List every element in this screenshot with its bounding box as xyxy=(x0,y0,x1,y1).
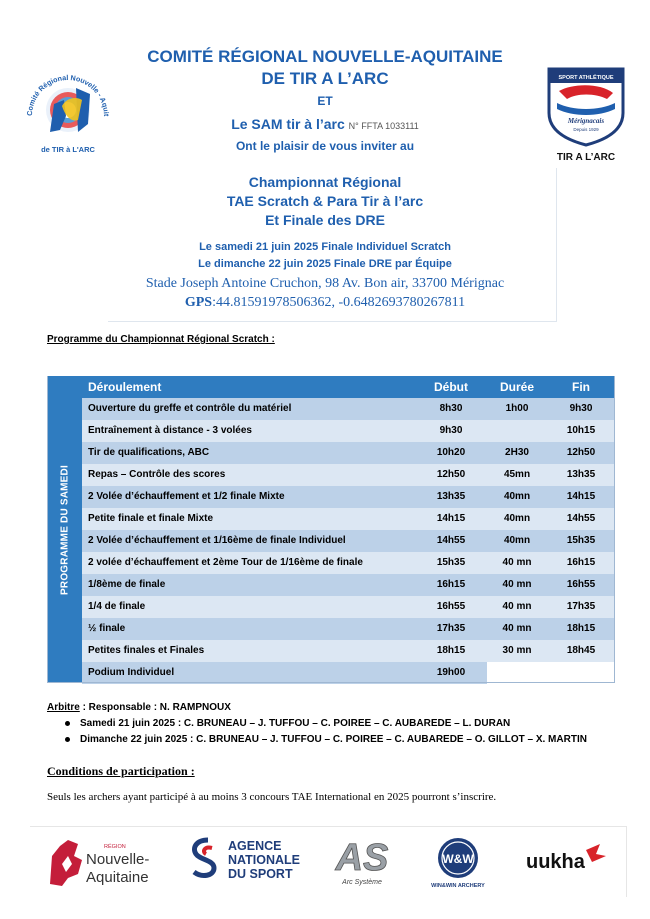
arbitre-saturday xyxy=(65,718,510,729)
row-activity: Repas – Contrôle des scores xyxy=(88,469,226,480)
row-duration: 40 mn xyxy=(502,601,532,612)
sam-logo-caption: TIR A L’ARC xyxy=(556,152,616,163)
row-activity: 2 Volée d’échauffement et 1/2 finale Mixte xyxy=(88,491,285,502)
row-activity: 2 Volée d’échauffement et 1/16ème de finale Individuel xyxy=(88,535,346,546)
col-header-duration: Durée xyxy=(499,380,534,394)
host-name: Le SAM tir à l’arc xyxy=(231,116,345,132)
row-end: 16h55 xyxy=(566,579,596,590)
col-header-end: Fin xyxy=(572,380,590,394)
sponsor-arc-name: Arc Système xyxy=(342,879,382,886)
row-start: 12h50 xyxy=(436,469,466,480)
schedule-row xyxy=(82,464,614,486)
row-start: 9h30 xyxy=(439,425,463,436)
comite-logo-bottom: de TIR à L'ARC xyxy=(41,145,95,154)
sam-logo-script: Mérignacais xyxy=(567,117,605,125)
row-duration: 40 mn xyxy=(502,557,532,568)
schedule-row xyxy=(82,640,614,662)
sam-logo-year: Depuis 1929 xyxy=(573,127,599,132)
gps-value: :44.81591978506362, -0.648269378026781​1 xyxy=(212,295,466,310)
arbitre-line xyxy=(47,702,231,713)
schedule-row xyxy=(82,618,614,640)
row-duration: 45mn xyxy=(503,469,531,480)
conditions-text: Seuls les archers ayant participé à au moins 3 concours TAE International en 2025 pourront s’inscrire. xyxy=(47,791,497,803)
arbitre-sunday xyxy=(65,734,587,745)
row-start: 8h30 xyxy=(439,403,463,414)
conditions-heading: Conditions de participation : xyxy=(47,764,195,778)
schedule-row xyxy=(82,552,614,574)
row-start: 14h55 xyxy=(436,535,466,546)
col-header-start: Début xyxy=(434,380,468,394)
row-end: 18h45 xyxy=(566,645,596,656)
bullet-icon xyxy=(65,737,70,742)
row-end: 15h35 xyxy=(566,535,596,546)
row-activity: 1/4 de finale xyxy=(88,601,146,612)
arbitre-responsable: : Responsable : N. RAMPNOUX xyxy=(79,702,231,713)
row-start: 17h35 xyxy=(436,623,466,634)
schedule-row xyxy=(82,530,614,552)
row-duration: 40mn xyxy=(503,513,531,524)
event-title-3: Et Finale des DRE xyxy=(265,212,385,228)
row-duration: 1h00 xyxy=(505,403,529,414)
invite-line: Ont le plaisir de vous inviter au xyxy=(235,139,415,153)
sponsor-uukha-text: uukha xyxy=(526,851,585,873)
row-duration: 40 mn xyxy=(502,623,532,634)
sponsor-uukha xyxy=(520,834,614,890)
row-activity: 1/8ème de finale xyxy=(88,579,166,590)
row-end: 12h50 xyxy=(566,447,596,458)
row-activity: ½ finale xyxy=(88,623,126,634)
program-heading: Programme du Championnat Régional Scratch : xyxy=(47,334,275,345)
row-activity: Podium Individuel xyxy=(88,667,175,678)
sponsor-region-1: Nouvelle- xyxy=(86,851,150,868)
row-end: 13h35 xyxy=(566,469,596,480)
title-line-1: COMITÉ RÉGIONAL NOUVELLE-AQUITAINE xyxy=(147,47,503,66)
sponsor-ans-2: NATIONALE xyxy=(228,853,300,867)
row-end: 14h55 xyxy=(566,513,596,524)
sponsor-ans-3: DU SPORT xyxy=(228,867,293,881)
sponsor-ans-1: AGENCE xyxy=(228,839,282,853)
schedule-row xyxy=(82,486,614,508)
row-activity: Tir de qualifications, ABC xyxy=(88,447,210,458)
gps-label: GPS xyxy=(184,295,213,310)
row-start: 19h00 xyxy=(436,667,466,678)
row-duration: 2H30 xyxy=(505,447,529,458)
row-activity: 2 volée d’échauffement et 2ème Tour de 1/16ème de finale xyxy=(88,557,363,568)
row-start: 13h35 xyxy=(436,491,466,502)
row-start: 18h15 xyxy=(436,645,466,656)
schedule-row xyxy=(82,574,614,596)
sponsor-ww-name: WIN&WIN ARCHERY xyxy=(431,883,485,889)
schedule-side-label: PROGRAMME DU SAMEDI xyxy=(59,464,70,595)
title-et: ET xyxy=(317,94,333,108)
schedule-row xyxy=(82,420,614,442)
event-venue: Stade Joseph Antoine Cruchon, 98 Av. Bon air, 33700 Mérignac xyxy=(145,276,505,291)
row-duration: 30 mn xyxy=(502,645,532,656)
ffta-number: N° FFTA 1033111 xyxy=(348,121,419,131)
row-activity: Petite finale et finale Mixte xyxy=(88,513,214,524)
sponsor-ww-logo: W&W xyxy=(442,852,474,866)
row-end: 17h35 xyxy=(566,601,596,612)
sponsor-region-2: Aquitaine xyxy=(86,869,149,886)
sponsor-arc-systeme xyxy=(318,834,406,890)
sponsor-win-win xyxy=(418,834,498,890)
sponsor-nouvelle-aquitaine xyxy=(44,834,184,890)
schedule-row xyxy=(82,398,614,420)
row-start: 14h15 xyxy=(436,513,466,524)
row-start: 16h55 xyxy=(436,601,466,612)
row-start: 15h35 xyxy=(436,557,466,568)
event-title-2: TAE Scratch & Para Tir à l’arc xyxy=(226,193,424,209)
event-gps xyxy=(0,295,650,311)
event-date-2: Le dimanche 22 juin 2025 Finale DRE par Équipe xyxy=(198,258,452,270)
sam-logo xyxy=(543,65,629,165)
schedule-row xyxy=(82,508,614,530)
schedule-row xyxy=(82,442,614,464)
arbitre-label: Arbitre xyxy=(47,702,80,713)
row-duration: 40mn xyxy=(503,535,531,546)
event-date-1: Le samedi 21 juin 2025 Finale Individuel Scratch xyxy=(199,241,451,253)
row-start: 10h20 xyxy=(436,447,466,458)
schedule-row xyxy=(82,662,487,684)
row-start: 16h15 xyxy=(436,579,466,590)
schedule-side-band xyxy=(47,376,82,683)
sponsor-region-small: RÉGION xyxy=(104,844,126,850)
row-end: 9h30 xyxy=(569,403,593,414)
title-line-2: DE TIR A L’ARC xyxy=(261,69,389,88)
row-end: 16h15 xyxy=(566,557,596,568)
schedule-row xyxy=(82,596,614,618)
col-header-label: Déroulement xyxy=(88,380,162,394)
event-title-1: Championnat Régional xyxy=(248,174,402,190)
sponsor-arc-logo: AS xyxy=(335,837,389,879)
comite-logo-ring-text: Comité Régional Nouvelle - Aquit xyxy=(24,72,112,117)
row-duration: 40mn xyxy=(503,491,531,502)
row-end: 10h15 xyxy=(566,425,596,436)
row-activity: Entraînement à distance - 3 volées xyxy=(88,425,252,436)
bullet-icon xyxy=(65,721,70,726)
sam-logo-top: SPORT ATHLÉTIQUE xyxy=(558,75,614,81)
row-activity: Ouverture du greffe et contrôle du matériel xyxy=(88,403,292,414)
row-end: 18h15 xyxy=(566,623,596,634)
arbitre-saturday-text: Samedi 21 juin 2025 : C. BRUNEAU – J. TUFFOU – C. POIREE – C. AUBAREDE – L. DURAN xyxy=(80,718,511,729)
comite-logo xyxy=(16,58,118,158)
row-duration: 40 mn xyxy=(502,579,532,590)
row-end: 14h15 xyxy=(566,491,596,502)
arbitre-sunday-text: Dimanche 22 juin 2025 : C. BRUNEAU – J. TUFFOU – C. POIREE – C. AUBAREDE – O. GILLOT – X. MARTIN xyxy=(80,734,587,745)
row-activity: Petites finales et Finales xyxy=(88,645,205,656)
sponsor-ans xyxy=(190,834,310,890)
